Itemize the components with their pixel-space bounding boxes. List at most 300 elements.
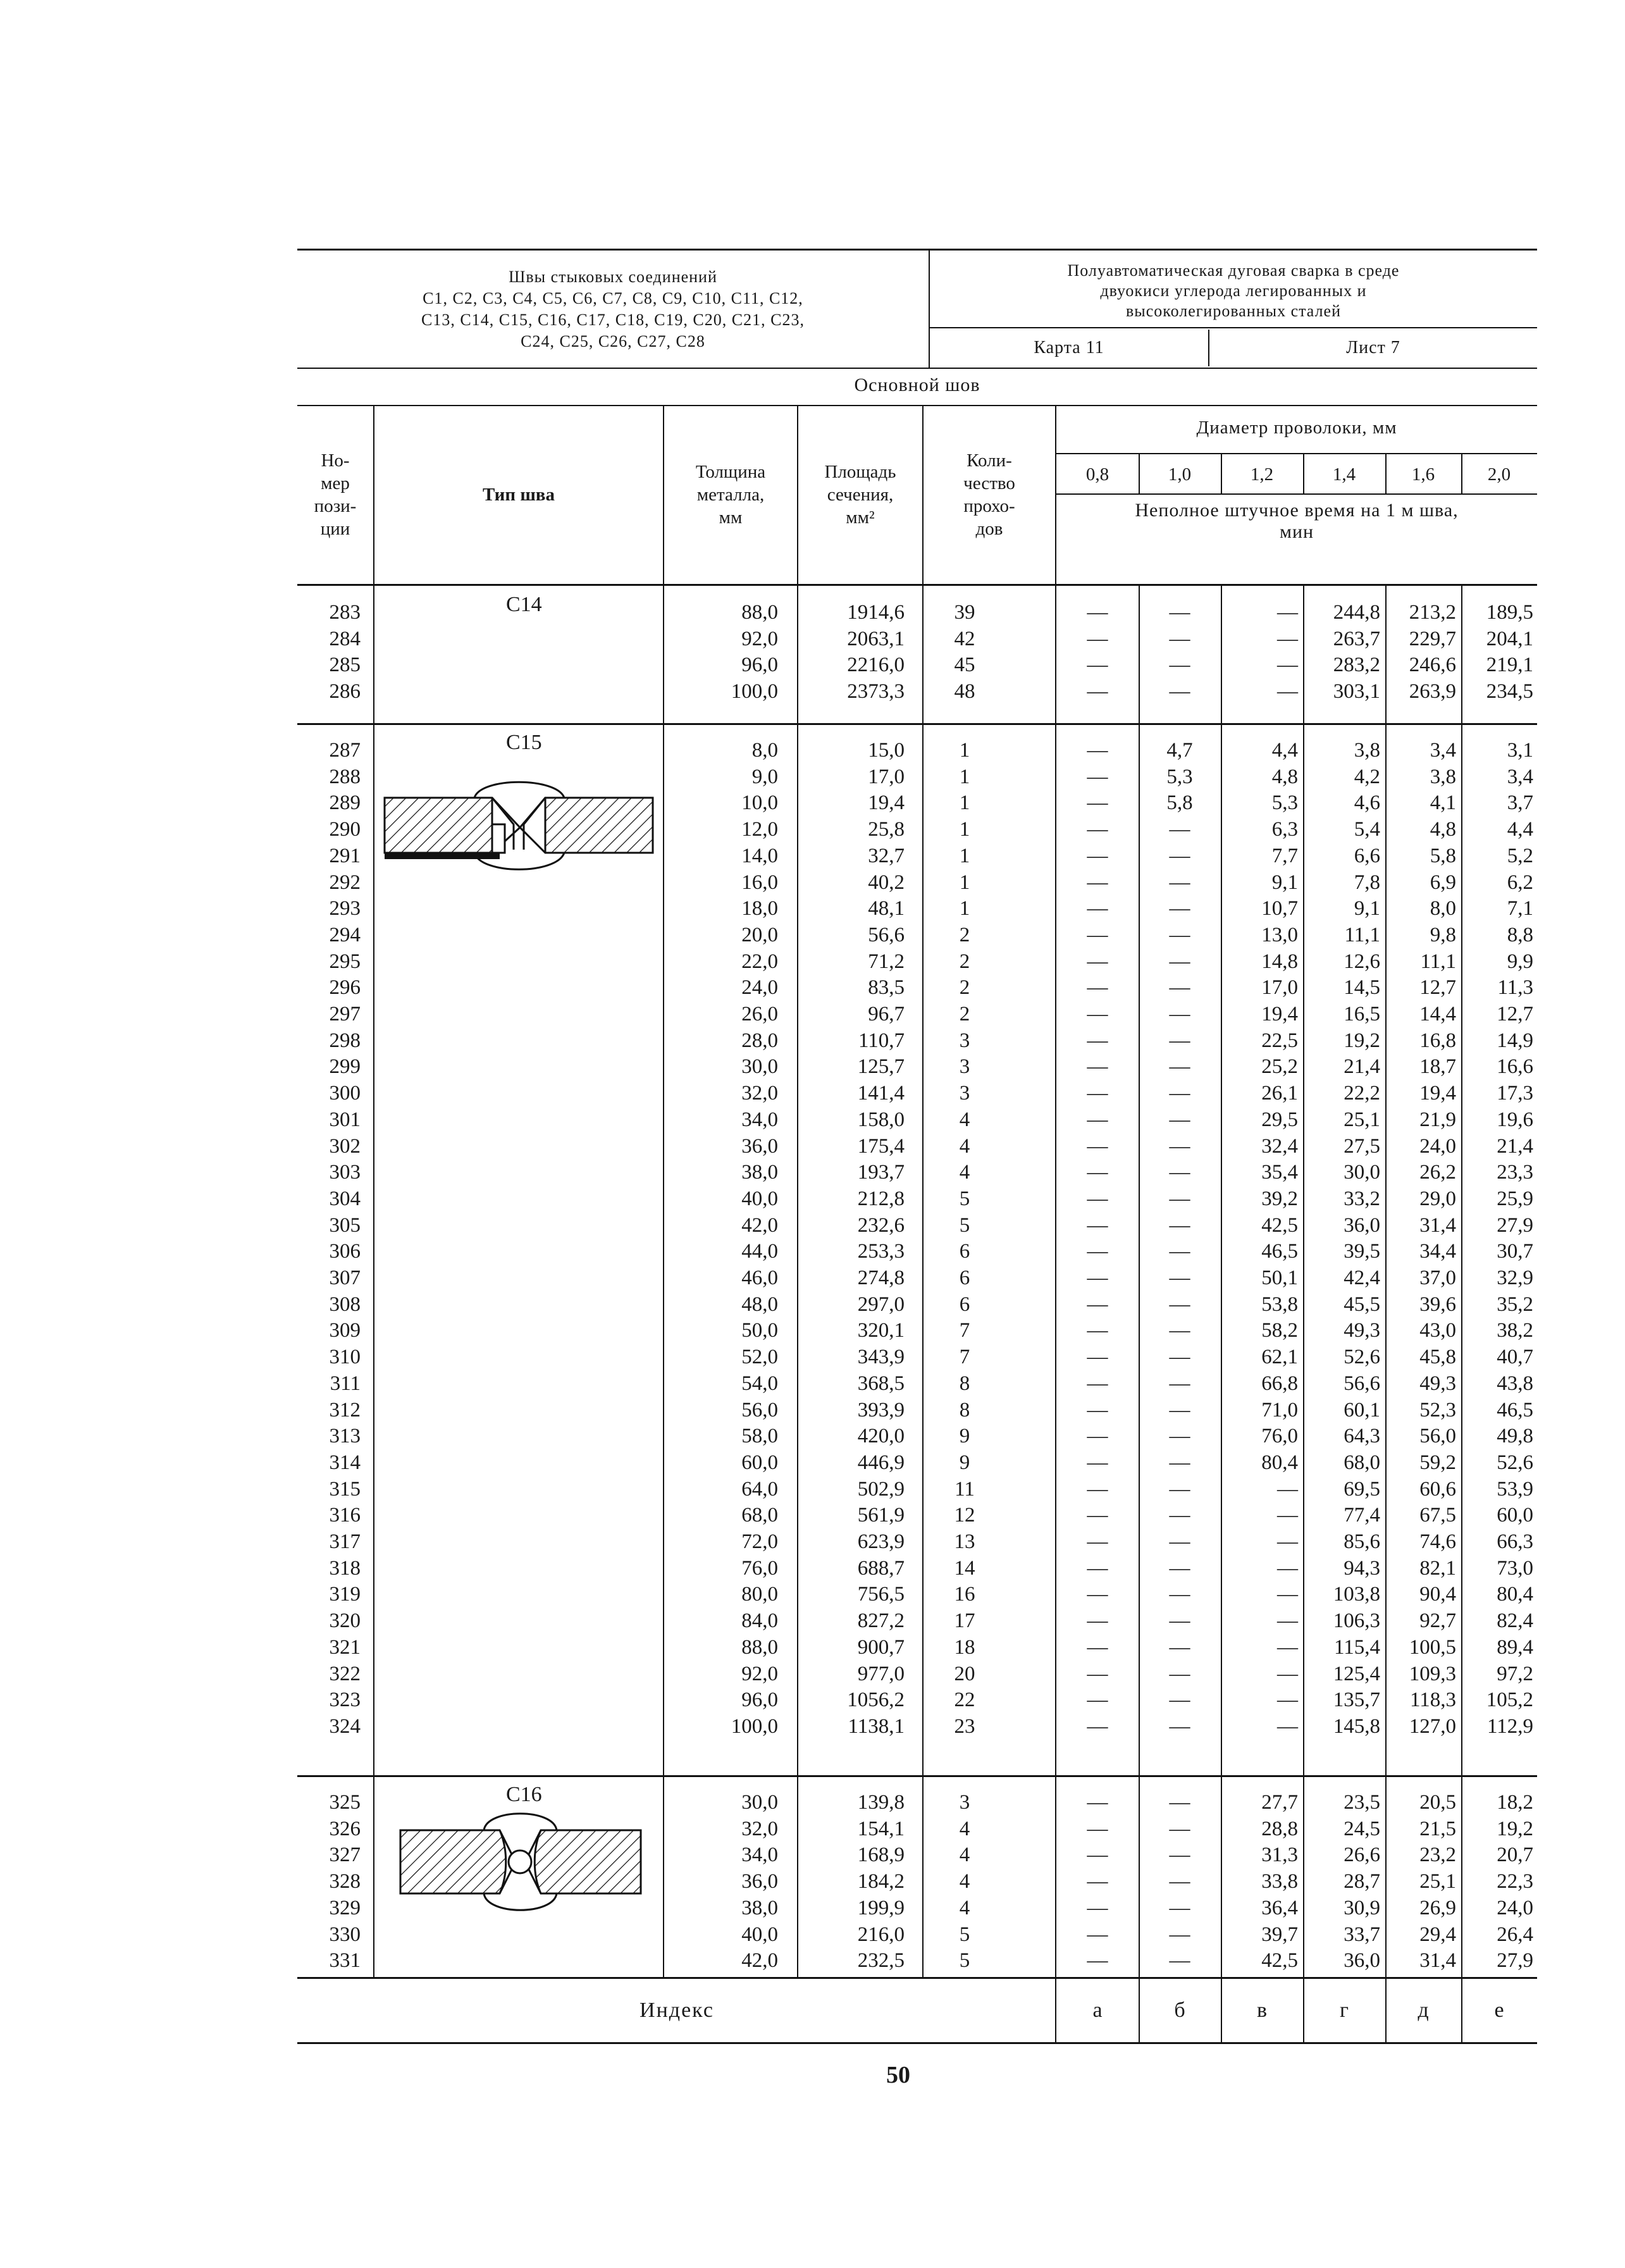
group-separator: [297, 1775, 1537, 1777]
metal-thickness: 32,0: [741, 1817, 778, 1840]
position-number: 299: [329, 1055, 361, 1079]
time-d1-4: 12,6: [1344, 950, 1380, 973]
time-d0-8: —: [1087, 1029, 1108, 1052]
section-area: 900,7: [857, 1635, 905, 1659]
process-title: [930, 254, 1537, 328]
time-d1-2: 14,8: [1261, 950, 1298, 973]
divider: [1221, 453, 1222, 493]
time-d1-0: —: [1169, 923, 1190, 946]
position-number: 286: [329, 680, 361, 703]
pass-count: 1: [959, 765, 970, 788]
time-d1-0: —: [1169, 818, 1190, 841]
time-d1-0: —: [1169, 1003, 1190, 1026]
index-label: Индекс: [639, 1998, 714, 2022]
time-d1-4: 6,6: [1354, 844, 1380, 867]
time-d1-2: —: [1277, 654, 1298, 677]
diameter-1-6: 1,6: [1411, 464, 1435, 485]
time-d0-8: —: [1087, 1161, 1108, 1184]
table-row: [297, 1449, 1537, 1476]
pass-count: 5: [959, 1187, 970, 1210]
pass-count: 4: [959, 1161, 970, 1184]
time-d1-6: 26,9: [1419, 1896, 1456, 1919]
table-row: [297, 1027, 1537, 1054]
time-d0-8: —: [1087, 950, 1108, 973]
time-d1-2: 53,8: [1261, 1292, 1298, 1316]
time-d1-6: 25,1: [1419, 1870, 1456, 1893]
pass-count: 12: [954, 1504, 975, 1527]
time-d0-8: —: [1087, 1662, 1108, 1685]
time-d1-0: —: [1169, 1372, 1190, 1395]
pass-count: 39: [954, 601, 975, 624]
time-d2-0: 97,2: [1497, 1662, 1533, 1685]
pass-count: 4: [959, 1844, 970, 1867]
time-d1-2: 62,1: [1261, 1346, 1298, 1369]
time-d1-0: —: [1169, 1583, 1190, 1606]
time-d1-4: 5,4: [1354, 818, 1380, 841]
time-d1-2: 27,7: [1261, 1791, 1298, 1814]
time-d2-0: 19,6: [1497, 1108, 1533, 1131]
time-d1-6: 67,5: [1419, 1504, 1456, 1527]
metal-thickness: 36,0: [741, 1870, 778, 1893]
table-row: [297, 1634, 1537, 1661]
section-area: 393,9: [857, 1398, 905, 1422]
section-area: 17,0: [868, 765, 905, 788]
time-d1-6: 23,2: [1419, 1844, 1456, 1867]
table-row: [297, 1317, 1537, 1344]
time-d2-0: 24,0: [1497, 1896, 1533, 1919]
pass-count: 1: [959, 871, 970, 894]
time-d1-4: 16,5: [1344, 1003, 1380, 1026]
table-row: [297, 1476, 1537, 1503]
time-d1-2: 25,2: [1261, 1055, 1298, 1079]
time-d1-2: 42,5: [1261, 1213, 1298, 1237]
time-d1-6: 3,8: [1430, 765, 1456, 788]
seams-list-line: С13, С14, С15, С16, С17, С18, С19, С20, С21, С23,: [421, 310, 805, 329]
time-d1-2: 29,5: [1261, 1108, 1298, 1131]
time-d1-6: 45,8: [1419, 1346, 1456, 1369]
section-area: 320,1: [857, 1319, 905, 1342]
position-number: 315: [329, 1477, 361, 1501]
time-d1-4: 106,3: [1333, 1609, 1380, 1633]
time-d2-0: 82,4: [1497, 1609, 1533, 1633]
time-d0-8: —: [1087, 1055, 1108, 1079]
time-d2-0: 17,3: [1497, 1082, 1533, 1105]
time-d0-8: —: [1087, 871, 1108, 894]
time-d1-0: 4,7: [1166, 739, 1193, 762]
time-d1-0: —: [1169, 1240, 1190, 1263]
position-number: 304: [329, 1187, 361, 1210]
time-d0-8: —: [1087, 1714, 1108, 1738]
time-d1-0: —: [1169, 1398, 1190, 1422]
col-area-line: мм²: [846, 507, 875, 528]
metal-thickness: 52,0: [741, 1346, 778, 1369]
time-d1-4: 64,3: [1344, 1425, 1380, 1448]
table-row: [297, 1291, 1537, 1318]
section-area: 158,0: [857, 1108, 905, 1131]
position-number: 329: [329, 1896, 361, 1919]
time-d1-0: —: [1169, 950, 1190, 973]
col-area-line: Площадь: [824, 461, 896, 482]
time-d1-4: 28,7: [1344, 1870, 1380, 1893]
table-row: [297, 869, 1537, 896]
time-d2-0: 14,9: [1497, 1029, 1533, 1052]
time-d1-4: 125,4: [1333, 1662, 1380, 1685]
time-d1-4: 77,4: [1344, 1504, 1380, 1527]
time-d2-0: 26,4: [1497, 1923, 1533, 1946]
section-area: 154,1: [857, 1817, 905, 1840]
time-d1-0: 5,3: [1166, 765, 1193, 788]
time-d1-0: —: [1169, 654, 1190, 677]
section-area: 48,1: [868, 897, 905, 920]
time-d2-0: 105,2: [1486, 1689, 1533, 1712]
time-d1-6: 246,6: [1409, 654, 1456, 677]
position-number: 287: [329, 739, 361, 762]
time-d1-2: 10,7: [1261, 897, 1298, 920]
pass-count: 42: [954, 627, 975, 650]
section-area: 688,7: [857, 1556, 905, 1580]
sheet-number: Лист 7: [1346, 338, 1400, 357]
time-d0-8: —: [1087, 1689, 1108, 1712]
time-d0-8: —: [1087, 844, 1108, 867]
time-d1-0: —: [1169, 1609, 1190, 1633]
time-d1-2: —: [1277, 1556, 1298, 1580]
time-d2-0: 219,1: [1486, 654, 1533, 677]
pass-count: 2: [959, 976, 970, 1000]
metal-thickness: 26,0: [741, 1003, 778, 1026]
pass-count: 2: [959, 923, 970, 946]
metal-thickness: 50,0: [741, 1319, 778, 1342]
section-area: 15,0: [868, 739, 905, 762]
time-d2-0: 66,3: [1497, 1530, 1533, 1553]
section-area: 19,4: [868, 791, 905, 815]
pass-count: 4: [959, 1870, 970, 1893]
position-number: 323: [329, 1689, 361, 1712]
metal-thickness: 80,0: [741, 1583, 778, 1606]
time-d1-0: —: [1169, 1477, 1190, 1501]
section-area: 2216,0: [847, 654, 905, 677]
section-area: 199,9: [857, 1896, 905, 1919]
pass-count: 1: [959, 897, 970, 920]
position-number: 309: [329, 1319, 361, 1342]
time-d1-2: 4,8: [1271, 765, 1298, 788]
metal-thickness: 64,0: [741, 1477, 778, 1501]
time-d0-8: —: [1087, 680, 1108, 703]
time-d1-6: 9,8: [1430, 923, 1456, 946]
time-d1-4: 11,1: [1344, 923, 1380, 946]
divider: [1303, 453, 1304, 493]
time-d1-6: 16,8: [1419, 1029, 1456, 1052]
time-d0-8: —: [1087, 1240, 1108, 1263]
section-area: 343,9: [857, 1346, 905, 1369]
position-number: 283: [329, 601, 361, 624]
table-row: [297, 764, 1537, 790]
position-number: 310: [329, 1346, 361, 1369]
time-d1-4: 4,6: [1354, 791, 1380, 815]
pass-count: 13: [954, 1530, 975, 1553]
position-number: 306: [329, 1240, 361, 1263]
table-row: [297, 1186, 1537, 1212]
time-d1-0: —: [1169, 1949, 1190, 1973]
time-d1-4: 52,6: [1344, 1346, 1380, 1369]
position-number: 305: [329, 1213, 361, 1237]
table-row: [297, 1001, 1537, 1027]
section-area: 175,4: [857, 1134, 905, 1158]
wire-diameter-title: Диаметр проволоки, мм: [1196, 418, 1397, 438]
time-d1-2: —: [1277, 680, 1298, 703]
time-d1-2: 66,8: [1261, 1372, 1298, 1395]
time-d1-2: 71,0: [1261, 1398, 1298, 1422]
table-row: [297, 948, 1537, 975]
time-d1-0: —: [1169, 601, 1190, 624]
time-d0-8: —: [1087, 1319, 1108, 1342]
pass-count: 3: [959, 1082, 970, 1105]
time-d1-0: —: [1169, 1870, 1190, 1893]
time-d1-4: 244,8: [1333, 601, 1380, 624]
section-area: 502,9: [857, 1477, 905, 1501]
time-d1-2: —: [1277, 1662, 1298, 1685]
metal-thickness: 9,0: [751, 765, 778, 788]
metal-thickness: 38,0: [741, 1896, 778, 1919]
time-d1-0: —: [1169, 1451, 1190, 1474]
seam-type-c14: С14: [506, 593, 542, 616]
section-area: 274,8: [857, 1267, 905, 1289]
time-d1-6: 43,0: [1419, 1319, 1456, 1342]
time-d1-0: —: [1169, 680, 1190, 703]
time-d0-8: —: [1087, 1870, 1108, 1893]
time-d1-4: 49,3: [1344, 1319, 1380, 1342]
time-d1-0: —: [1169, 1134, 1190, 1158]
time-title-line: мин: [1279, 521, 1314, 542]
metal-thickness: 18,0: [741, 897, 778, 920]
pass-count: 45: [954, 654, 975, 677]
seams-list-line: С1, С2, С3, С4, С5, С6, С7, С8, С9, С10, С11, С12,: [423, 288, 803, 307]
section-area: 1914,6: [847, 601, 905, 624]
pass-count: 23: [954, 1714, 975, 1738]
metal-thickness: 20,0: [741, 923, 778, 946]
table-row: [297, 1133, 1537, 1160]
time-d1-6: 37,0: [1419, 1267, 1456, 1289]
section-area: 2373,3: [847, 680, 905, 703]
metal-thickness: 44,0: [741, 1240, 778, 1263]
pass-count: 2: [959, 1003, 970, 1026]
time-d1-2: 42,5: [1261, 1949, 1298, 1973]
time-d1-6: 74,6: [1419, 1530, 1456, 1553]
table-body: [297, 584, 1537, 1977]
time-d2-0: 32,9: [1497, 1267, 1533, 1289]
time-d0-8: —: [1087, 1372, 1108, 1395]
table-row: [297, 1397, 1537, 1423]
col-area-line: сечения,: [827, 484, 894, 505]
index-g: г: [1340, 1998, 1349, 2022]
time-d1-4: 36,0: [1344, 1213, 1380, 1237]
time-d1-2: 58,2: [1261, 1319, 1298, 1342]
table-row: [297, 1713, 1537, 1740]
time-d1-2: 7,7: [1271, 844, 1298, 867]
table-row: [297, 790, 1537, 816]
table-row: [297, 1238, 1537, 1265]
metal-thickness: 12,0: [741, 818, 778, 841]
position-number: 307: [329, 1267, 361, 1289]
time-d0-8: —: [1087, 923, 1108, 946]
table-row: [297, 1528, 1537, 1555]
pass-count: 16: [954, 1583, 975, 1606]
pass-count: 9: [959, 1425, 970, 1448]
time-d1-2: 80,4: [1261, 1451, 1298, 1474]
pass-count: 2: [959, 950, 970, 973]
time-d2-0: 8,8: [1507, 923, 1533, 946]
pass-count: 1: [959, 739, 970, 762]
diameter-2-0: 2,0: [1487, 464, 1511, 485]
section-area: 139,8: [857, 1791, 905, 1814]
table-row: [297, 1080, 1537, 1106]
time-d2-0: 49,8: [1497, 1425, 1533, 1448]
time-d2-0: 38,2: [1497, 1319, 1533, 1342]
section-area: 168,9: [857, 1844, 905, 1867]
metal-thickness: 30,0: [741, 1055, 778, 1079]
table-row: [297, 1053, 1537, 1080]
seam-type-c15: С15: [506, 731, 542, 754]
time-d1-6: 4,8: [1430, 818, 1456, 841]
time-d2-0: 19,2: [1497, 1817, 1533, 1840]
time-d1-0: —: [1169, 871, 1190, 894]
time-d1-0: —: [1169, 1161, 1190, 1184]
time-d1-4: 9,1: [1354, 897, 1380, 920]
col-position: [297, 405, 373, 584]
table-row: [297, 974, 1537, 1001]
seams-block: [297, 251, 930, 368]
time-d1-6: 19,4: [1419, 1082, 1456, 1105]
time-d1-0: —: [1169, 1267, 1190, 1289]
time-d0-8: —: [1087, 1504, 1108, 1527]
position-number: 316: [329, 1504, 361, 1527]
time-d1-6: 24,0: [1419, 1134, 1456, 1158]
section-area: 141,4: [857, 1082, 905, 1105]
time-d1-0: —: [1169, 1187, 1190, 1210]
time-d0-8: —: [1087, 818, 1108, 841]
time-d2-0: 3,1: [1507, 739, 1533, 762]
col-position-line: ции: [320, 518, 350, 539]
section-area: 297,0: [857, 1292, 905, 1316]
time-d1-6: 39,6: [1419, 1292, 1456, 1316]
index-b: б: [1174, 1998, 1185, 2022]
position-number: 320: [329, 1609, 361, 1633]
time-d1-6: 26,2: [1419, 1161, 1456, 1184]
time-d1-6: 59,2: [1419, 1451, 1456, 1474]
time-d0-8: —: [1087, 1583, 1108, 1606]
pass-count: 7: [959, 1346, 970, 1369]
divider: [1056, 453, 1537, 454]
position-number: 312: [329, 1398, 361, 1422]
index-a: а: [1092, 1998, 1103, 2022]
table-row: [297, 1106, 1537, 1133]
position-number: 317: [329, 1530, 361, 1553]
section-area: 216,0: [857, 1923, 905, 1946]
time-d2-0: 25,9: [1497, 1187, 1533, 1210]
group-separator: [297, 723, 1537, 725]
time-d1-0: —: [1169, 1662, 1190, 1685]
card-number: Карта 11: [930, 330, 1209, 366]
time-d1-0: —: [1169, 1714, 1190, 1738]
metal-thickness: 40,0: [741, 1923, 778, 1946]
position-number: 308: [329, 1292, 361, 1316]
time-d1-2: 26,1: [1261, 1082, 1298, 1105]
time-d0-8: —: [1087, 1530, 1108, 1553]
pass-count: 4: [959, 1896, 970, 1919]
position-number: 297: [329, 1003, 361, 1026]
pass-count: 1: [959, 818, 970, 841]
time-d1-0: —: [1169, 1791, 1190, 1814]
position-number: 314: [329, 1451, 361, 1474]
position-number: 324: [329, 1714, 361, 1738]
time-d0-8: —: [1087, 976, 1108, 1000]
time-d0-8: —: [1087, 739, 1108, 762]
table-row: [297, 895, 1537, 922]
time-d1-4: 45,5: [1344, 1292, 1380, 1316]
position-number: 295: [329, 950, 361, 973]
section-area: 184,2: [857, 1870, 905, 1893]
position-number: 298: [329, 1029, 361, 1052]
metal-thickness: 48,0: [741, 1292, 778, 1316]
col-thickness-line: металла,: [696, 484, 765, 505]
position-number: 313: [329, 1425, 361, 1448]
section-area: 83,5: [868, 976, 905, 1000]
pass-count: 3: [959, 1791, 970, 1814]
time-d2-0: 3,4: [1507, 765, 1533, 788]
metal-thickness: 92,0: [741, 1662, 778, 1685]
position-number: 328: [329, 1870, 361, 1893]
position-number: 288: [329, 765, 361, 788]
table-row: [297, 652, 1537, 678]
time-d1-0: —: [1169, 1689, 1190, 1712]
time-d1-4: 7,8: [1354, 871, 1380, 894]
time-d1-6: 5,8: [1430, 844, 1456, 867]
time-d2-0: 22,3: [1497, 1870, 1533, 1893]
position-number: 331: [329, 1949, 361, 1973]
section-area: 96,7: [868, 1003, 905, 1026]
section-area: 56,6: [868, 923, 905, 946]
time-d1-4: 303,1: [1333, 680, 1380, 703]
divider: [663, 405, 664, 584]
table-row: [297, 1868, 1537, 1895]
metal-thickness: 24,0: [741, 976, 778, 1000]
time-d0-8: —: [1087, 1844, 1108, 1867]
time-d0-8: —: [1087, 1108, 1108, 1131]
time-d1-4: 85,6: [1344, 1530, 1380, 1553]
table-row: [297, 922, 1537, 948]
card-header: [297, 249, 1537, 369]
time-d0-8: —: [1087, 1134, 1108, 1158]
time-d1-2: 31,3: [1261, 1844, 1298, 1867]
time-d0-8: —: [1087, 1398, 1108, 1422]
metal-thickness: 22,0: [741, 950, 778, 973]
col-passes-line: чество: [963, 473, 1015, 493]
metal-thickness: 10,0: [741, 791, 778, 815]
position-number: 285: [329, 654, 361, 677]
time-d2-0: 204,1: [1486, 627, 1533, 650]
process-block: [930, 251, 1537, 368]
time-d1-2: 36,4: [1261, 1896, 1298, 1919]
table-header: [297, 405, 1537, 586]
time-d1-2: 39,7: [1261, 1923, 1298, 1946]
pass-count: 17: [954, 1609, 975, 1633]
time-d1-2: —: [1277, 1477, 1298, 1501]
metal-thickness: 58,0: [741, 1425, 778, 1448]
time-d2-0: 27,9: [1497, 1213, 1533, 1237]
time-d1-0: —: [1169, 1530, 1190, 1553]
table-row: [297, 1947, 1537, 1974]
time-d2-0: 35,2: [1497, 1292, 1533, 1316]
process-line: двуокиси углерода легированных и: [1100, 281, 1367, 300]
